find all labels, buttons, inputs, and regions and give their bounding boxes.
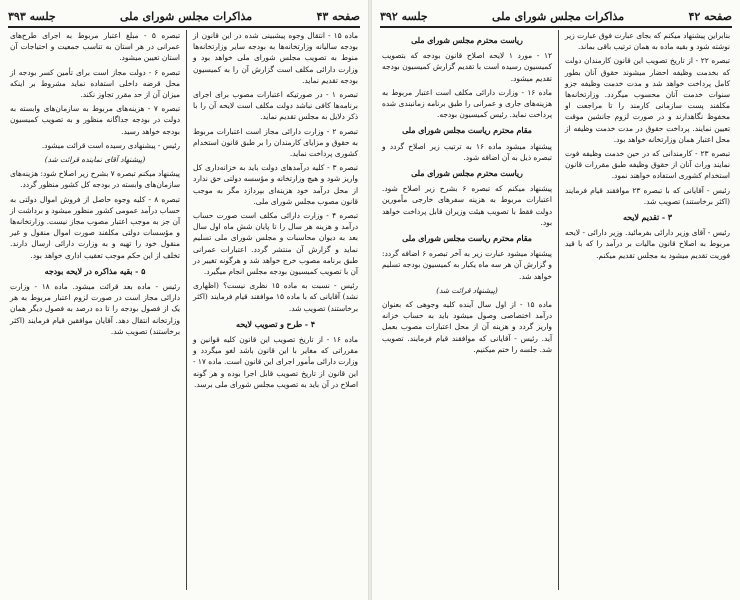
paragraph: پیشنهاد میکنم تبصره ۷ بشرح زیر اصلاح شود: هزینه‌های سازمان‌های وابسته در بودجه کل کشور منظور گردد. [10,169,180,190]
paragraph: رئیس - آقایانی که با تبصره ۲۳ موافقند قیام فرمایند (اکثر برخاستند) تصویب شد. [565,185,731,206]
paragraph: رئیس - پیشنهادی رسیده است قرائت میشود. [41,140,180,150]
section-heading: ریاست محترم مجلس شورای ملی [411,169,523,179]
page-number: صفحه ۴۳ [316,9,360,23]
paragraph: تبصره ۷ - هزینه‌های مربوط به سازمان‌های وابسته به دولت در بودجه جداگانه منظور و به تصویب کمیسیون بودجه خواهد رسید. [10,104,181,136]
paragraph: ماده ۱۵ - انتقال وجوه پیشبینی شده در این قانون از بودجه سالیانه وزارتخانه‌ها به بودجه سایر وزارتخانه‌ها منوط به تصویب مجلس شورای ملی خواهد بود و وزارت دارائی مکلف است گزارش آن را به کمیسیون بودجه تقدیم نماید. [193,31,358,85]
paragraph: رئیس - ماده بعد قرائت میشود. ماده ۱۸ - وزارت دارائی مجاز است در صورت لزوم اعتبار مربوط به هر یک از فصول بودجه را تا ده درصد به فصول دیگر همان وزارتخانه انتقال دهد. آقایان موافقین قیام فرمایند (اکثر برخاستند) تصویب شد. [10,282,180,336]
text-column [10,30,180,592]
text-column [382,30,552,592]
right-page-header [380,6,732,28]
paragraph: تبصره ۳ - کلیه درآمدهای دولت باید به خزانه‌داری کل واریز شود و هیچ وزارتخانه و مؤسسه دولتی حق ندارد از محل درآمد خود هزینه‌ای بپردازد مگر به موجب قانون مصوب مجلس شورای ملی. [193,163,358,206]
section-heading: (پیشنهاد آقای نماینده قرائت شد) [44,155,146,165]
paragraph: تبصره ۴ - وزارت دارائی مکلف است صورت حساب درآمد و هزینه هر سال را تا پایان شش ماه اول سال بعد به دیوان محاسبات و مجلس شورای ملی تسلیم نماید و گزارش آن منتشر گردد. اعتبارات عمرانی طبق برنامه مصوب خرج خواهد شد و هرگونه تغییر در آن با تصویب کمیسیون بودجه مجلس انجام میگیرد. [193,211,358,277]
paragraph: تبصره ۶ - دولت مجاز است برای تأمین کسر بودجه از محل قرضه داخلی استفاده نماید مشروط بر اینکه میزان آن از حد مقرر تجاوز نکند. [10,67,180,100]
page-number: صفحه ۴۲ [688,9,732,23]
left-page-header [8,6,360,28]
paragraph: بنابراین پیشنهاد میکنم که بجای عبارت فوق عبارت زیر نوشته شود و بقیه ماده به همان ترتیب باقی بماند. [565,31,730,52]
paragraph: تبصره ۸ - کلیه وجوه حاصل از فروش اموال دولتی به حساب درآمد عمومی کشور منظور میشود و برداشت از آن جز به موجب اعتبار مصوب مجاز نیست. وزارتخانه‌ها و مؤسسات دولتی مکلفند صورت اموال منقول و غیر منقول خود را تهیه و به وزارت دارائی ارسال دارند. تخلف از این حکم موجب تعقیب اداری خواهد بود. [10,194,180,260]
text-column [565,30,730,592]
session-number: جلسه ۳۹۲ [380,9,428,23]
paragraph: تبصره ۲۳ - کارمندانی که در حین خدمت وظیفه فوت نمایند وراث آنان از حقوق وظیفه طبق مقررات قانون استخدام کشوری استفاده خواهند نمود. [565,149,730,181]
section-heading: ۴ - طرح و تصویب لایحه [236,319,315,329]
paragraph: پیشنهاد میشود ماده ۱۶ به ترتیب زیر اصلاح گردد و تبصره ذیل به آن اضافه شود. [382,141,552,162]
paragraph: ماده ۱۵ - از اول سال آینده کلیه وجوهی که بعنوان درآمد اختصاصی وصول میشود باید به حساب خزانه واریز گردد و هزینه آن از محل اعتبارات مصوب بعمل آید. رئیس - آقایانی که موافقند قیام فرمایند. تصویب شد. جلسه را ختم میکنیم. [382,300,552,354]
paragraph: تبصره ۵ - مبلغ اعتبار مربوط به اجرای طرح‌های عمرانی در هر استان به تناسب جمعیت و احتیاجات آن استان تعیین میشود. [10,31,180,63]
section-heading: مقام محترم ریاست مجلس شورای ملی [402,126,532,136]
column-divider [558,30,559,590]
paragraph: پیشنهاد میکنم که تبصره ۶ بشرح زیر اصلاح شود. اعتبارات مربوط به هزینه سفرهای خارجی مأمورین دولت فقط با تصویب هیئت وزیران قابل پرداخت خواهد بود. [382,184,552,227]
paragraph: رئیس - آقای وزیر دارائی بفرمائید. وزیر دارائی - لایحه مربوط به اصلاح قانون مالیات بر درآمد را که با قید فوریت تقدیم میشود به مجلس تقدیم میکنم. [565,228,730,260]
section-heading: ۵ - بقیه مذاکره در لایحه بودجه [44,266,146,276]
paragraph: تبصره ۱ - در صورتیکه اعتبارات مصوب برای اجرای برنامه‌ها کافی نباشد دولت مکلف است لایحه آن را با ذکر دلایل به مجلس تقدیم نماید. [193,90,358,122]
paragraph: تبصره ۲۲ - از تاریخ تصویب این قانون کارمندان دولت که بخدمت وظیفه احضار میشوند حقوق آنان بطور کامل پرداخت خواهد شد و مدت خدمت وظیفه جزو سنوات خدمت آنان محسوب میگردد. وزارتخانه‌ها مکلفند پست سازمانی کارمند را تا مراجعت او محفوظ نگاهدارند و در صورت لزوم جانشین موقت تعیین نمایند. پرداخت حقوق در مدت خدمت وظیفه از محل اعتبار همان وزارتخانه خواهد بود. [565,56,730,144]
section-heading: مقام محترم ریاست مجلس شورای ملی [402,234,532,244]
paragraph: ۱۲ - مورد ۱ لایحه اصلاح قانون بودجه که بتصویب کمیسیون رسیده است با تقدیم گزارش کمیسیون بودجه تقدیم میشود. [382,51,552,83]
page-title: مذاکرات مجلس شورای ملی [119,9,253,23]
paragraph: رئیس - نسبت به ماده ۱۵ نظری نیست؟ (اظهاری نشد) آقایانی که با ماده ۱۵ موافقند قیام فرمایند (اکثر برخاستند) تصویب شد. [193,281,359,313]
right-page [372,0,740,600]
paragraph: پیشنهاد میشود عبارت زیر به آخر تبصره ۶ اضافه گردد: و گزارش آن هر سه ماه یکبار به کمیسیون بودجه تسلیم خواهد شد. [382,249,552,281]
paragraph: تبصره ۲ - وزارت دارائی مجاز است اعتبارات مربوط به حقوق و مزایای کارمندان را بر طبق قانون استخدام کشوری پرداخت نماید. [193,126,358,159]
section-heading: ریاست محترم مجلس شورای ملی [411,36,523,45]
paragraph: ماده ۱۶ - از تاریخ تصویب این قانون کلیه قوانین و مقرراتی که مغایر با این قانون باشد لغو میگردد و وزارت دارائی مأمور اجرای این قانون است. ماده ۱۷ - این قانون از تاریخ تصویب قابل اجرا بوده و هر گونه اصلاح در آن باید به تصویب مجلس شورای ملی برسد. [193,335,358,389]
page-title: مذاکرات مجلس شورای ملی [491,9,625,23]
column-divider [186,30,187,590]
text-column [193,30,358,592]
section-heading: (پیشنهاد قرائت شد) [436,285,498,295]
section-heading: ۳ - تقدیم لایحه [623,213,672,223]
session-number: جلسه ۳۹۳ [8,9,56,23]
left-page [0,0,368,600]
paragraph: ماده ۱۶ - وزارت دارائی مکلف است اعتبار مربوط به هزینه‌های جاری و عمرانی را طبق برنامه زمانبندی شده پرداخت نماید. رئیس کمیسیون بودجه. [382,87,552,120]
